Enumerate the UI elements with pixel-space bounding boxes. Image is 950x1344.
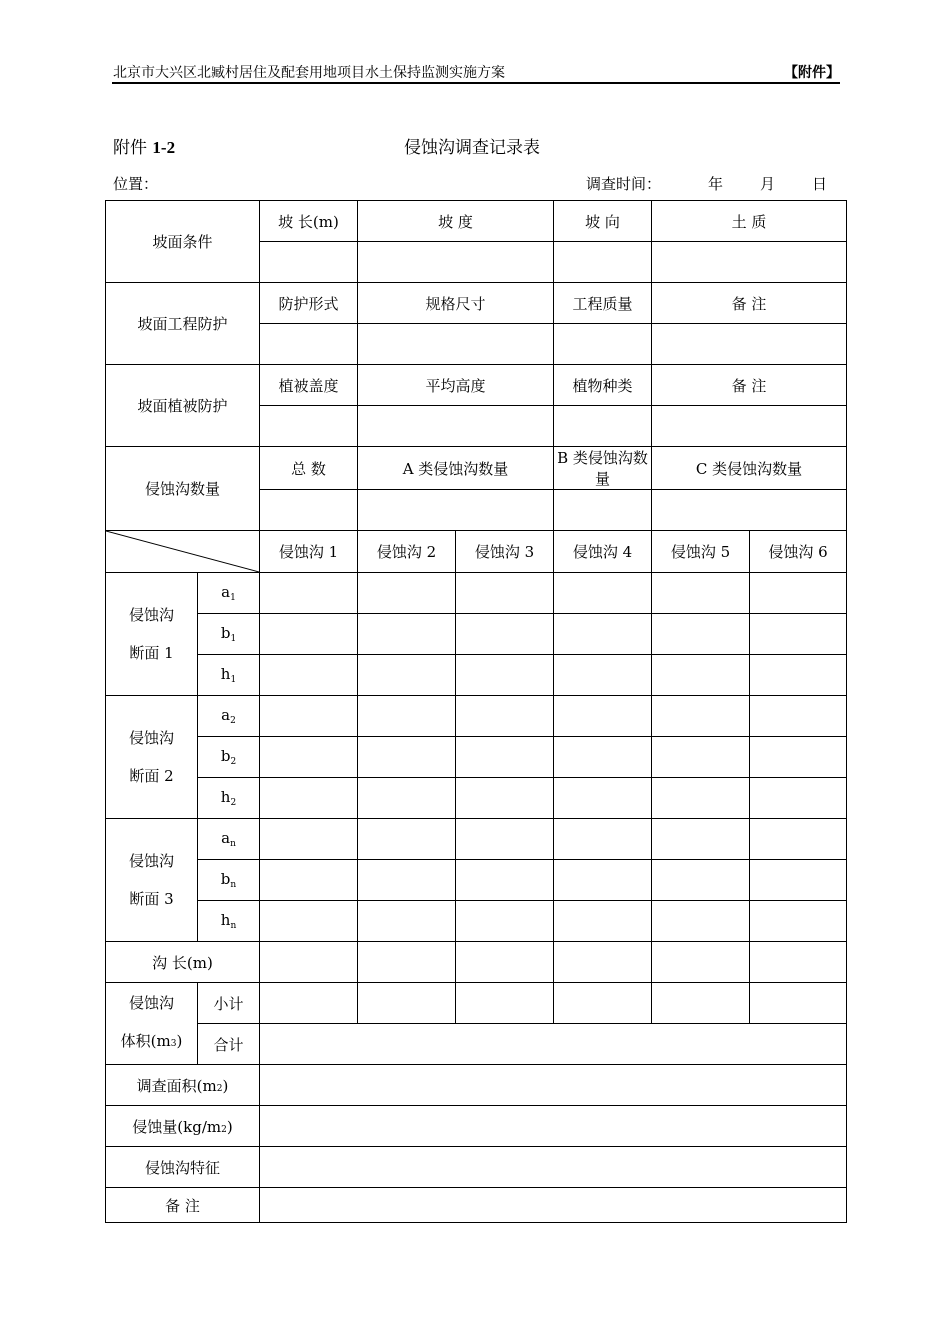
gully-4-h-value[interactable] <box>554 778 652 819</box>
param-letter: b <box>220 870 231 888</box>
day-label: 日 <box>812 175 828 193</box>
diagonal-header-cell <box>106 531 260 573</box>
param-letter: b <box>220 624 231 642</box>
slope-engineering-header-1: 防护形式 <box>260 283 358 324</box>
gully-6-a-value[interactable] <box>750 573 847 614</box>
header-rule <box>112 82 840 84</box>
gully-5-length-value[interactable] <box>652 942 750 983</box>
param-h-label <box>198 655 260 696</box>
slope-vegetation-value-2[interactable] <box>358 406 554 447</box>
gully-5-a-value[interactable] <box>652 696 750 737</box>
param-a-label <box>198 696 260 737</box>
cross-section-line2: 断面 1 <box>129 644 174 662</box>
gully-1-a-value[interactable] <box>260 573 358 614</box>
gully-4-b-value[interactable] <box>554 614 652 655</box>
gully-5-a-value[interactable] <box>652 819 750 860</box>
volume-subtotal-label: 小计 <box>198 983 260 1024</box>
param-b-label <box>198 737 260 778</box>
gully-6-a-value[interactable] <box>750 696 847 737</box>
gully-col-2: 侵蚀沟 2 <box>358 531 456 573</box>
gully-1-h-value[interactable] <box>260 655 358 696</box>
param-h-label <box>198 901 260 942</box>
gully-3-h-value[interactable] <box>456 901 554 942</box>
volume-total-value[interactable] <box>260 1024 847 1065</box>
gully-2-b-value[interactable] <box>358 614 456 655</box>
param-a-label <box>198 819 260 860</box>
gully-4-h-value[interactable] <box>554 655 652 696</box>
diagonal-line <box>106 531 259 572</box>
gully-2-h-value[interactable] <box>358 778 456 819</box>
attachment-number: 附件 1-2 <box>113 138 176 158</box>
gully-count-header-2: A 类侵蚀沟数量 <box>358 447 554 490</box>
gully-4-b-value[interactable] <box>554 860 652 901</box>
cross-section-line1: 侵蚀沟 <box>128 606 174 624</box>
slope-condition-value-4[interactable] <box>652 242 847 283</box>
gully-5-h-value[interactable] <box>652 778 750 819</box>
gully-2-length-value[interactable] <box>358 942 456 983</box>
form-title: 侵蚀沟调查记录表 <box>404 138 540 158</box>
slope-vegetation-value-1[interactable] <box>260 406 358 447</box>
survey-area-label: 调查面积(m2) <box>106 1065 260 1106</box>
gully-5-b-value[interactable] <box>652 737 750 778</box>
gully-4-b-value[interactable] <box>554 737 652 778</box>
gully-1-h-value[interactable] <box>260 901 358 942</box>
param-letter: a <box>221 583 231 601</box>
param-subscript: n <box>230 921 237 931</box>
gully-6-length-value[interactable] <box>750 942 847 983</box>
gully-1-a-value[interactable] <box>260 696 358 737</box>
gully-6-h-value[interactable] <box>750 778 847 819</box>
param-b-label <box>198 860 260 901</box>
gully-1-a-value[interactable] <box>260 819 358 860</box>
gully-count-value-3[interactable] <box>554 490 652 531</box>
slope-engineering-header-3: 工程质量 <box>554 283 652 324</box>
param-b-label <box>198 614 260 655</box>
gully-4-a-value[interactable] <box>554 573 652 614</box>
gully-5-h-value[interactable] <box>652 901 750 942</box>
slope-condition-value-3[interactable] <box>554 242 652 283</box>
volume-line1: 侵蚀沟 <box>128 994 174 1012</box>
gully-3-a-value[interactable] <box>456 573 554 614</box>
param-a-label <box>198 573 260 614</box>
slope-engineering-value-2[interactable] <box>358 324 554 365</box>
gully-3-subtotal-value[interactable] <box>456 983 554 1024</box>
gully-count-value-4[interactable] <box>652 490 847 531</box>
slope-condition-value-1[interactable] <box>260 242 358 283</box>
param-subscript: 1 <box>230 634 237 644</box>
gully-1-h-value[interactable] <box>260 778 358 819</box>
gully-2-b-value[interactable] <box>358 860 456 901</box>
slope-condition-header-3: 坡 向 <box>554 201 652 242</box>
param-letter: h <box>220 788 231 806</box>
gully-6-h-value[interactable] <box>750 655 847 696</box>
slope-condition-header-4: 土 质 <box>652 201 847 242</box>
param-letter: h <box>220 665 231 683</box>
slope-engineering-value-1[interactable] <box>260 324 358 365</box>
gully-col-5: 侵蚀沟 5 <box>652 531 750 573</box>
cross-section-line1: 侵蚀沟 <box>128 852 174 870</box>
gully-3-a-value[interactable] <box>456 819 554 860</box>
gully-5-a-value[interactable] <box>652 573 750 614</box>
param-subscript: n <box>230 880 237 890</box>
gully-count-header-4: C 类侵蚀沟数量 <box>652 447 847 490</box>
param-letter: b <box>220 747 231 765</box>
header-attachment-tag: 【附件】 <box>784 65 840 81</box>
gully-survey-table <box>105 200 847 1223</box>
cross-section-line2: 断面 2 <box>129 767 174 785</box>
gully-feature-label: 侵蚀沟特征 <box>106 1147 260 1188</box>
erosion-amount-label: 侵蚀量(kg/m2) <box>106 1106 260 1147</box>
gully-6-b-value[interactable] <box>750 614 847 655</box>
month-label: 月 <box>760 175 776 193</box>
gully-1-b-value[interactable] <box>260 614 358 655</box>
slope-vegetation-header-3: 植物种类 <box>554 365 652 406</box>
gully-5-subtotal-value[interactable] <box>652 983 750 1024</box>
gully-col-1: 侵蚀沟 1 <box>260 531 358 573</box>
gully-count-header-1: 总 数 <box>260 447 358 490</box>
location-label: 位置： <box>113 175 159 193</box>
year-label: 年 <box>708 175 724 193</box>
slope-condition-header-1: 坡 长(m) <box>260 201 358 242</box>
cross-section-3-label <box>106 819 198 942</box>
slope-vegetation-value-4[interactable] <box>652 406 847 447</box>
gully-count-header-3: B 类侵蚀沟数量 <box>554 447 652 490</box>
slope-condition-label: 坡面条件 <box>106 201 260 283</box>
gully-5-h-value[interactable] <box>652 655 750 696</box>
survey-date <box>586 173 827 194</box>
cross-section-line2: 断面 3 <box>129 890 174 908</box>
slope-vegetation-header-1: 植被盖度 <box>260 365 358 406</box>
volume-total-label: 合计 <box>198 1024 260 1065</box>
gully-2-subtotal-value[interactable] <box>358 983 456 1024</box>
slope-engineering-header-4: 备 注 <box>652 283 847 324</box>
gully-3-length-value[interactable] <box>456 942 554 983</box>
gully-count-value-2[interactable] <box>358 490 554 531</box>
slope-condition-header-2: 坡 度 <box>358 201 554 242</box>
cross-section-2-label <box>106 696 198 819</box>
gully-2-h-value[interactable] <box>358 901 456 942</box>
gully-1-b-value[interactable] <box>260 737 358 778</box>
length-label: 沟 长(m) <box>106 942 260 983</box>
remarks-value[interactable] <box>260 1188 847 1223</box>
gully-6-b-value[interactable] <box>750 737 847 778</box>
gully-col-3: 侵蚀沟 3 <box>456 531 554 573</box>
param-letter: a <box>221 706 231 724</box>
param-subscript: 1 <box>230 675 237 685</box>
gully-feature-value[interactable] <box>260 1147 847 1188</box>
param-h-label <box>198 778 260 819</box>
date-label: 调查时间： <box>586 175 662 193</box>
slope-vegetation-value-3[interactable] <box>554 406 652 447</box>
gully-2-a-value[interactable] <box>358 573 456 614</box>
gully-5-b-value[interactable] <box>652 860 750 901</box>
param-letter: a <box>221 829 231 847</box>
volume-label <box>106 983 198 1065</box>
gully-5-b-value[interactable] <box>652 614 750 655</box>
gully-4-h-value[interactable] <box>554 901 652 942</box>
cross-section-1-label <box>106 573 198 696</box>
gully-6-a-value[interactable] <box>750 819 847 860</box>
gully-3-b-value[interactable] <box>456 860 554 901</box>
gully-2-b-value[interactable] <box>358 737 456 778</box>
survey-area-value[interactable] <box>260 1065 847 1106</box>
gully-1-subtotal-value[interactable] <box>260 983 358 1024</box>
slope-vegetation-header-2: 平均高度 <box>358 365 554 406</box>
slope-engineering-header-2: 规格尺寸 <box>358 283 554 324</box>
gully-2-a-value[interactable] <box>358 696 456 737</box>
param-subscript: 2 <box>230 716 236 726</box>
header-project-title: 北京市大兴区北臧村居住及配套用地项目水土保持监测实施方案 <box>113 65 505 81</box>
gully-col-6: 侵蚀沟 6 <box>750 531 847 573</box>
volume-line2: 体积(m3) <box>120 1032 183 1050</box>
param-subscript: 2 <box>230 798 237 808</box>
gully-1-b-value[interactable] <box>260 860 358 901</box>
slope-engineering-value-3[interactable] <box>554 324 652 365</box>
gully-3-h-value[interactable] <box>456 778 554 819</box>
slope-condition-value-2[interactable] <box>358 242 554 283</box>
param-subscript: 2 <box>230 757 237 767</box>
gully-4-subtotal-value[interactable] <box>554 983 652 1024</box>
gully-3-b-value[interactable] <box>456 737 554 778</box>
gully-1-length-value[interactable] <box>260 942 358 983</box>
gully-4-a-value[interactable] <box>554 696 652 737</box>
gully-3-a-value[interactable] <box>456 696 554 737</box>
gully-3-b-value[interactable] <box>456 614 554 655</box>
gully-col-4: 侵蚀沟 4 <box>554 531 652 573</box>
gully-count-label: 侵蚀沟数量 <box>106 447 260 531</box>
gully-6-b-value[interactable] <box>750 860 847 901</box>
gully-3-h-value[interactable] <box>456 655 554 696</box>
slope-engineering-value-4[interactable] <box>652 324 847 365</box>
param-letter: h <box>220 911 231 929</box>
slope-engineering-label: 坡面工程防护 <box>106 283 260 365</box>
slope-vegetation-header-4: 备 注 <box>652 365 847 406</box>
cross-section-line1: 侵蚀沟 <box>128 729 174 747</box>
gully-4-length-value[interactable] <box>554 942 652 983</box>
gully-4-a-value[interactable] <box>554 819 652 860</box>
gully-6-subtotal-value[interactable] <box>750 983 847 1024</box>
slope-vegetation-label: 坡面植被防护 <box>106 365 260 447</box>
param-subscript: 1 <box>230 593 236 603</box>
gully-6-h-value[interactable] <box>750 901 847 942</box>
gully-count-value-1[interactable] <box>260 490 358 531</box>
remarks-label: 备 注 <box>106 1188 260 1223</box>
gully-2-h-value[interactable] <box>358 655 456 696</box>
param-subscript: n <box>230 839 236 849</box>
erosion-amount-value[interactable] <box>260 1106 847 1147</box>
gully-2-a-value[interactable] <box>358 819 456 860</box>
